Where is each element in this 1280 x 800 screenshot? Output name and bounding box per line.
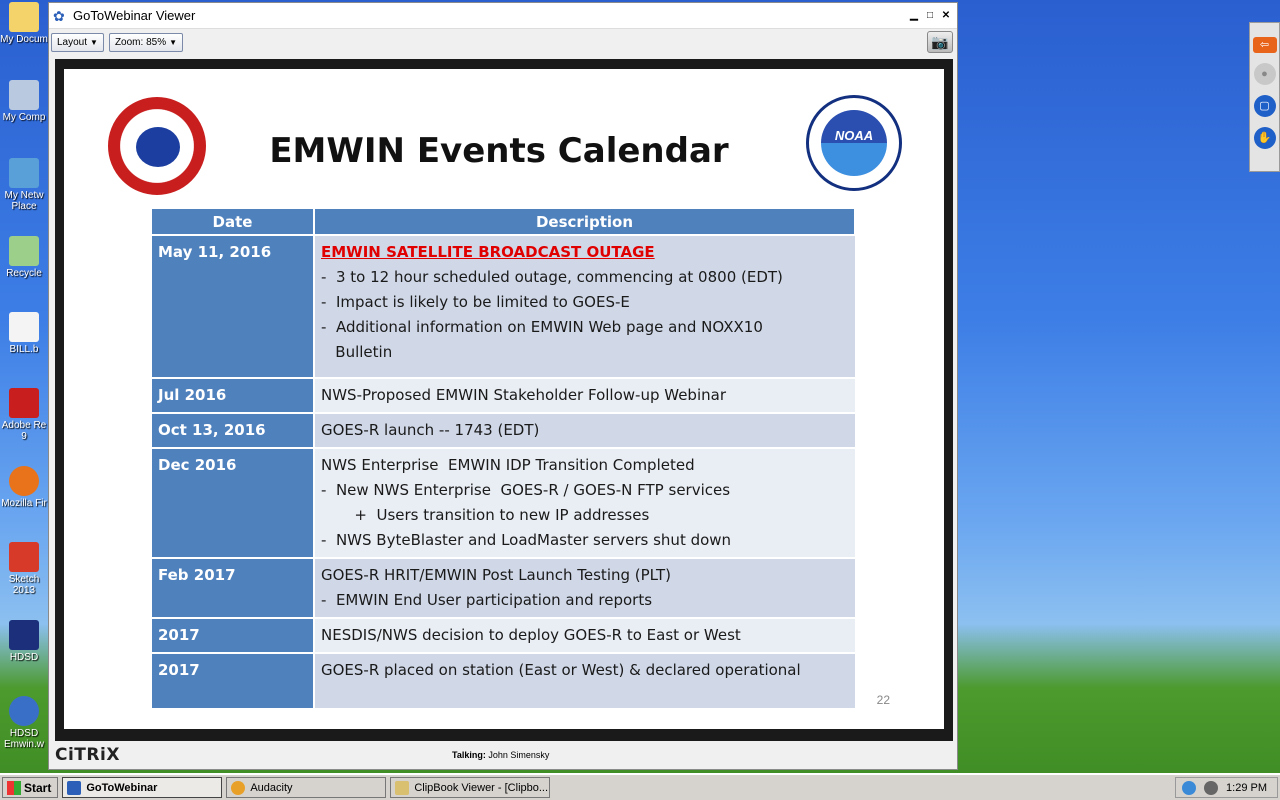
row-date: 2017: [152, 653, 314, 708]
recycle-bin-icon: [9, 236, 39, 266]
maximize-button[interactable]: □: [926, 9, 934, 21]
network-icon: [9, 158, 39, 188]
row-description: [314, 378, 855, 413]
gotowebinar-icon: [67, 781, 81, 795]
row-description: [314, 653, 855, 708]
row-date: Feb 2017: [152, 558, 314, 618]
table-row: [152, 558, 855, 618]
panel-expand-arrow-icon[interactable]: ⇦: [1253, 37, 1277, 53]
talking-indicator: Talking: John Simensky: [452, 750, 550, 760]
description-line: - 3 to 12 hour scheduled outage, commencing at 0800 (EDT): [321, 268, 783, 286]
taskbar-item-clipbook[interactable]: ClipBook Viewer - [Clipbo...: [390, 777, 550, 798]
desktop-icon-firefox[interactable]: Mozilla Fir: [0, 466, 48, 509]
description-line: - Impact is likely to be limited to GOES-E: [321, 293, 630, 311]
description-line: NESDIS/NWS decision to deploy GOES-R to East or West: [321, 626, 741, 644]
row-description: [314, 235, 855, 378]
media-player-icon: [9, 696, 39, 726]
gotowebinar-flower-icon: ✿: [53, 7, 65, 24]
adobe-reader-icon: [9, 388, 39, 418]
citrix-logo: CiTRiX: [55, 745, 120, 765]
row-description: [314, 558, 855, 618]
row-date: May 11, 2016: [152, 235, 314, 378]
system-tray: [1175, 777, 1278, 798]
folder-icon: [9, 2, 39, 32]
speaker-tray-icon[interactable]: [1204, 781, 1218, 795]
description-line: - EMWIN End User participation and reports: [321, 591, 653, 609]
minimize-button[interactable]: ▁: [910, 9, 918, 21]
text-file-icon: [9, 312, 39, 342]
window-titlebar[interactable]: [49, 3, 957, 29]
slide-page-number: 22: [876, 693, 890, 707]
table-row: [152, 448, 855, 558]
gotowebinar-window: [48, 2, 958, 770]
description-line: - Additional information on EMWIN Web page and NOXX10: [321, 318, 763, 336]
viewer-statusbar: [49, 741, 957, 769]
desktop-icon-my-documents[interactable]: My Docum: [0, 2, 48, 45]
table-row: [152, 235, 855, 378]
clock[interactable]: 1:29 PM: [1226, 781, 1267, 794]
microphone-icon[interactable]: ●: [1254, 63, 1276, 85]
close-button[interactable]: ✕: [941, 9, 951, 21]
taskbar: [0, 773, 1280, 800]
events-table: [152, 209, 856, 708]
desktop-icon-adobe-reader[interactable]: Adobe Re 9: [0, 388, 48, 442]
table-header-row: [152, 209, 855, 235]
desktop-icon-hdsd-emwin[interactable]: HDSD Emwin.w: [0, 696, 48, 750]
slide-title: EMWIN Events Calendar: [269, 131, 729, 171]
window-controls: [907, 9, 957, 23]
presentation-stage: [55, 59, 953, 741]
camera-icon: 📷: [931, 34, 949, 50]
desktop-icon-my-network[interactable]: My Netw Place: [0, 158, 48, 212]
start-button[interactable]: Start: [2, 777, 58, 798]
row-date: Dec 2016: [152, 448, 314, 558]
table-row: [152, 618, 855, 653]
header-description: Description: [314, 209, 855, 235]
desktop-icon-hdsd[interactable]: HDSD: [0, 620, 48, 663]
sketchup-icon: [9, 542, 39, 572]
windows-logo-icon: [7, 781, 21, 795]
screen-share-icon[interactable]: ▢: [1254, 95, 1276, 117]
window-title: GoToWebinar Viewer: [73, 8, 196, 23]
desktop-icon-sketchup[interactable]: Sketch 2013: [0, 542, 48, 596]
description-line: GOES-R placed on station (East or West) & declared operational: [321, 661, 801, 679]
zoom-dropdown[interactable]: Zoom: 85% ▼: [109, 33, 183, 52]
description-line: NWS-Proposed EMWIN Stakeholder Follow-up Webinar: [321, 386, 726, 404]
desktop-icon-recycle-bin[interactable]: Recycle: [0, 236, 48, 279]
row-date: Oct 13, 2016: [152, 413, 314, 448]
row-description: [314, 618, 855, 653]
row-date: Jul 2016: [152, 378, 314, 413]
clipbook-icon: [395, 781, 409, 795]
outage-headline: EMWIN SATELLITE BROADCAST OUTAGE: [321, 243, 655, 261]
description-line: - NWS ByteBlaster and LoadMaster servers shut down: [321, 531, 732, 549]
description-line: + Users transition to new IP addresses: [321, 506, 650, 524]
table-row: [152, 378, 855, 413]
webinar-control-panel: [1249, 22, 1280, 172]
row-description: [314, 413, 855, 448]
description-line: Bulletin: [321, 343, 393, 361]
raise-hand-icon[interactable]: ✋: [1254, 127, 1276, 149]
presentation-slide: [64, 69, 944, 729]
row-date: 2017: [152, 618, 314, 653]
firefox-icon: [9, 466, 39, 496]
layout-dropdown[interactable]: Layout ▼: [51, 33, 104, 52]
computer-icon: [9, 80, 39, 110]
taskbar-item-audacity[interactable]: Audacity: [226, 777, 386, 798]
table-row: [152, 653, 855, 708]
audacity-icon: [231, 781, 245, 795]
description-line: - New NWS Enterprise GOES-R / GOES-N FTP services: [321, 481, 731, 499]
chevron-down-icon: ▼: [90, 37, 98, 47]
desktop-icon-bill[interactable]: BILL.b: [0, 312, 48, 355]
description-line: GOES-R HRIT/EMWIN Post Launch Testing (PLT): [321, 566, 671, 584]
desktop-icon-my-computer[interactable]: My Comp: [0, 80, 48, 123]
noaa-logo: NOAA: [806, 95, 902, 191]
network-tray-icon[interactable]: [1182, 781, 1196, 795]
app-icon: [9, 620, 39, 650]
chevron-down-icon: ▼: [169, 37, 178, 47]
screenshot-camera-button[interactable]: [927, 31, 953, 53]
header-date: Date: [152, 209, 314, 235]
description-line: GOES-R launch -- 1743 (EDT): [321, 421, 540, 439]
description-line: NWS Enterprise EMWIN IDP Transition Completed: [321, 456, 695, 474]
taskbar-item-gotowebinar[interactable]: GoToWebinar: [62, 777, 222, 798]
viewer-toolbar: [49, 29, 957, 55]
row-description: [314, 448, 855, 558]
table-row: [152, 413, 855, 448]
